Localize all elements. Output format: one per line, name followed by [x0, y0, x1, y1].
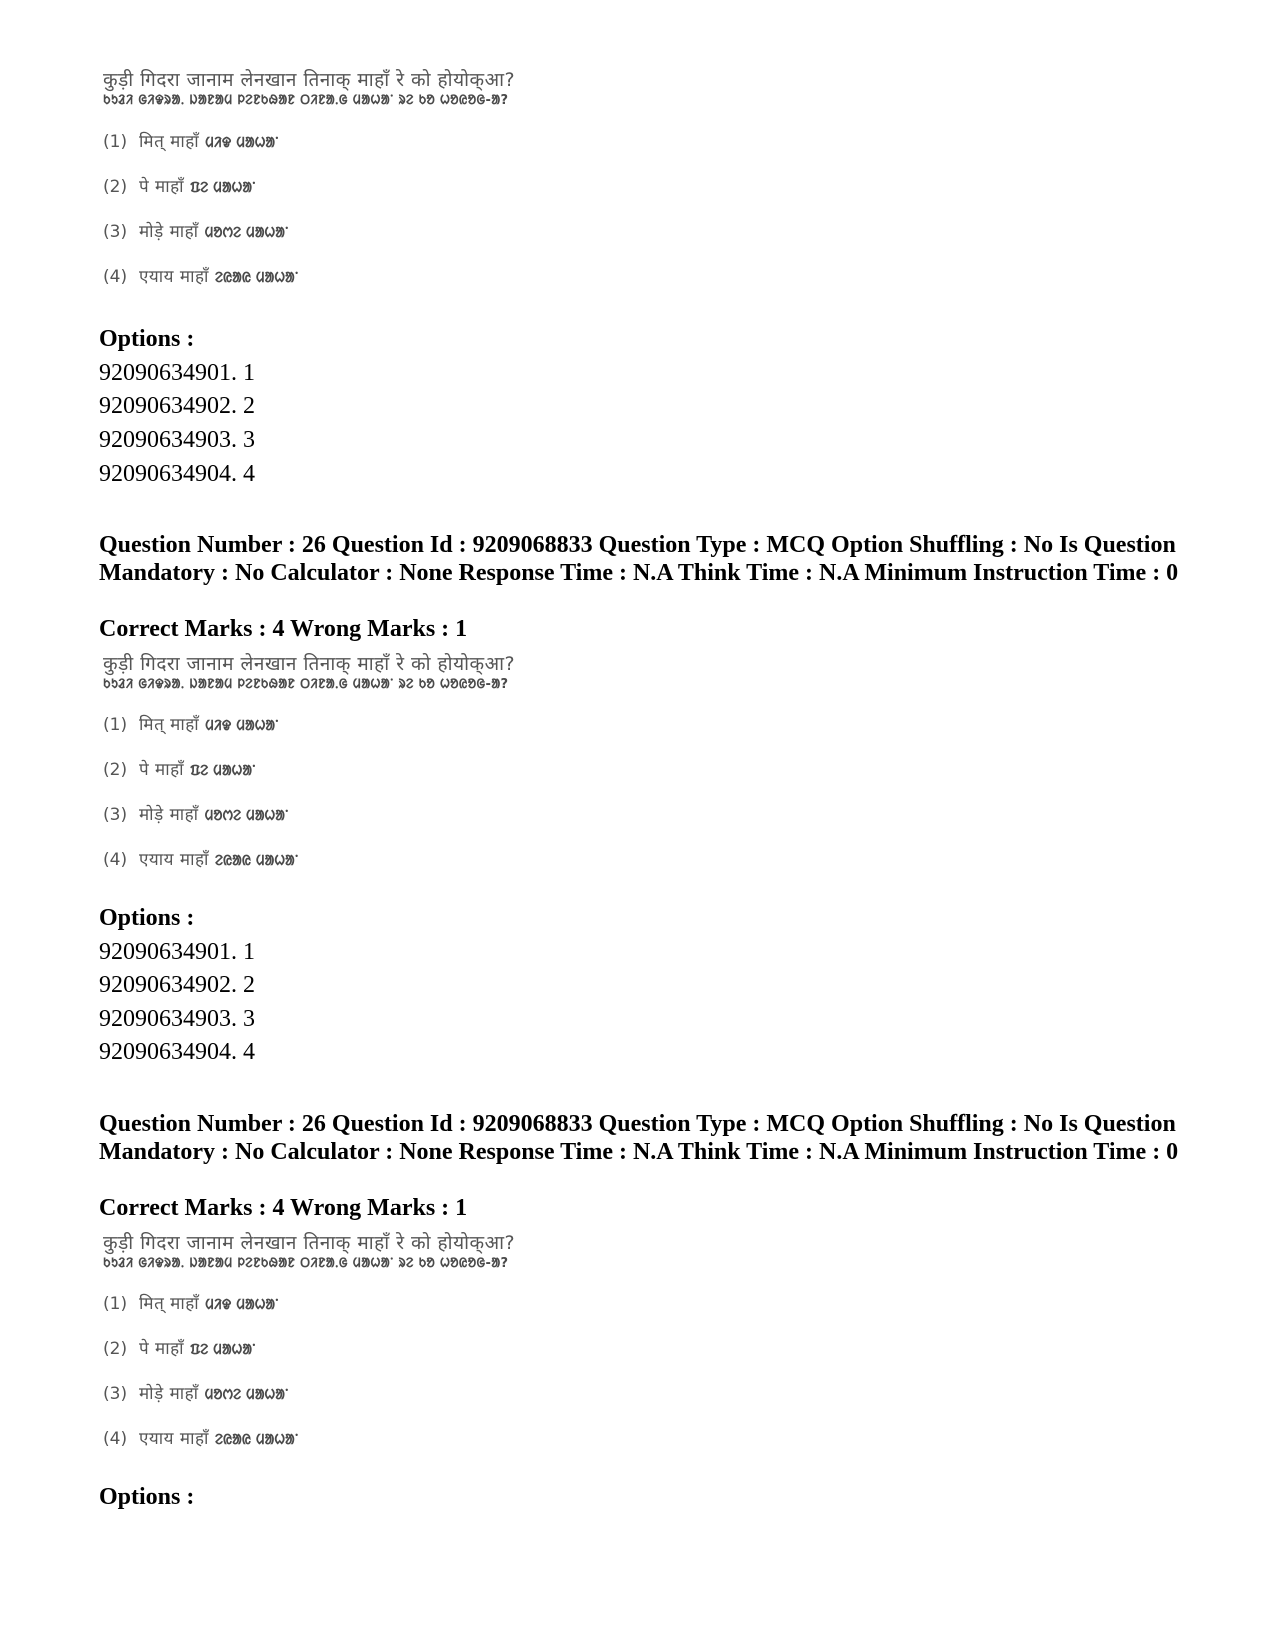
question-option: (1) मित् माहाँ ᱢᱤᱫ ᱢᱟᱦᱟᱸ: [103, 132, 279, 152]
question-text-devanagari: कुड़ी गिदरा जानाम लेनखान तिनाक् माहाँ रे को होयोक्आ?: [103, 1232, 516, 1254]
question-text-olchiki: ᱠᱩᱲᱤ ᱜᱤᱫᱨᱟᱹ ᱡᱟᱱᱟᱢ ᱞᱮᱱᱠᱷᱟᱱ ᱛᱤᱱᱟᱹᱜ ᱢᱟᱦᱟᱸ ᱨᱮ ᱠᱚ ᱦᱚᱭᱚᱜ-ᱟ?: [103, 1256, 509, 1271]
options-label: Options :: [99, 326, 195, 352]
question-text-olchiki: ᱠᱩᱲᱤ ᱜᱤᱫᱨᱟᱹ ᱡᱟᱱᱟᱢ ᱞᱮᱱᱠᱷᱟᱱ ᱛᱤᱱᱟᱹᱜ ᱢᱟᱦᱟᱸ ᱨᱮ ᱠᱚ ᱦᱚᱭᱚᱜ-ᱟ?: [103, 93, 509, 108]
option-line: 92090634903. 3: [99, 427, 255, 453]
question-image: [103, 68, 603, 287]
option-line: 92090634903. 3: [99, 1006, 255, 1032]
question-option: (2) पे माहाँ ᱯᱮ ᱢᱟᱦᱟᱸ: [103, 177, 256, 197]
question-option: (4) एयाय माहाँ ᱮᱭᱟᱭ ᱢᱟᱦᱟᱸ: [103, 267, 299, 287]
marks-line: Correct Marks : 4 Wrong Marks : 1: [99, 1195, 468, 1221]
question-option: (4) एयाय माहाँ ᱮᱭᱟᱭ ᱢᱟᱦᱟᱸ: [103, 850, 299, 870]
question-option: (1) मित् माहाँ ᱢᱤᱫ ᱢᱟᱦᱟᱸ: [103, 1294, 279, 1314]
marks-line: Correct Marks : 4 Wrong Marks : 1: [99, 616, 468, 642]
question-option: (4) एयाय माहाँ ᱮᱭᱟᱭ ᱢᱟᱦᱟᱸ: [103, 1429, 299, 1449]
question-meta: Question Number : 26 Question Id : 9209068833 Question Type : MCQ Option Shuffling : No Is Question Mandatory : No Calculator : None Response Time : N.A Think Time : N.A Minimum Instruction Time : 0: [99, 532, 1179, 586]
question-option: (3) मोड़े माहाँ ᱢᱚᱬᱮ ᱢᱟᱦᱟᱸ: [103, 805, 289, 825]
option-line: 92090634902. 2: [99, 393, 255, 419]
option-line: 92090634904. 4: [99, 1039, 255, 1065]
options-label: Options :: [99, 1484, 195, 1510]
option-line: 92090634901. 1: [99, 939, 255, 965]
option-line: 92090634902. 2: [99, 972, 255, 998]
question-option: (1) मित् माहाँ ᱢᱤᱫ ᱢᱟᱦᱟᱸ: [103, 715, 279, 735]
question-meta: Question Number : 26 Question Id : 9209068833 Question Type : MCQ Option Shuffling : No Is Question Mandatory : No Calculator : None Response Time : N.A Think Time : N.A Minimum Instruction Time : 0: [99, 1111, 1179, 1165]
question-option: (2) पे माहाँ ᱯᱮ ᱢᱟᱦᱟᱸ: [103, 1339, 256, 1359]
question-text-devanagari: कुड़ी गिदरा जानाम लेनखान तिनाक् माहाँ रे को होयोक्आ?: [103, 69, 516, 91]
question-option: (3) मोड़े माहाँ ᱢᱚᱬᱮ ᱢᱟᱦᱟᱸ: [103, 222, 289, 242]
option-line: 92090634901. 1: [99, 360, 255, 386]
question-text-olchiki: ᱠᱩᱲᱤ ᱜᱤᱫᱨᱟᱹ ᱡᱟᱱᱟᱢ ᱞᱮᱱᱠᱷᱟᱱ ᱛᱤᱱᱟᱹᱜ ᱢᱟᱦᱟᱸ ᱨᱮ ᱠᱚ ᱦᱚᱭᱚᱜ-ᱟ?: [103, 677, 509, 692]
question-text-devanagari: कुड़ी गिदरा जानाम लेनखान तिनाक् माहाँ रे को होयोक्आ?: [103, 653, 516, 675]
question-image: [103, 1231, 603, 1449]
options-label: Options :: [99, 905, 195, 931]
question-option: (3) मोड़े माहाँ ᱢᱚᱬᱮ ᱢᱟᱦᱟᱸ: [103, 1384, 289, 1404]
question-image: [103, 652, 603, 870]
question-option: (2) पे माहाँ ᱯᱮ ᱢᱟᱦᱟᱸ: [103, 760, 256, 780]
option-line: 92090634904. 4: [99, 461, 255, 487]
